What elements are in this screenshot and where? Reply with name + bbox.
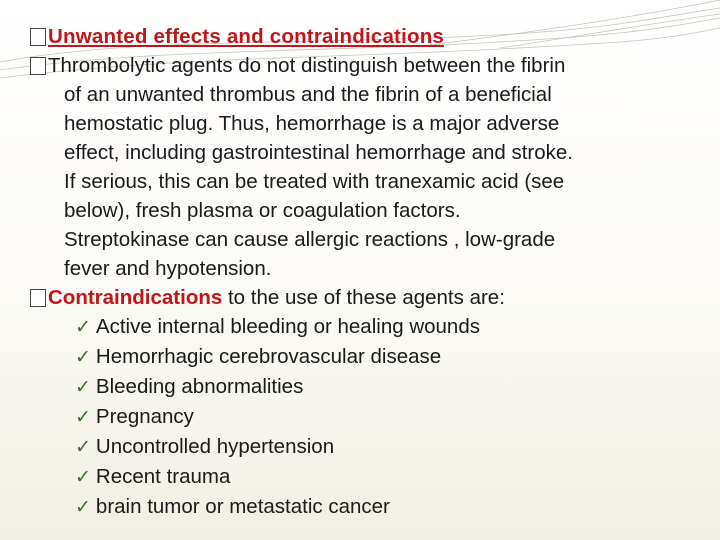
paragraph-line: Streptokinase can cause allergic reactions , low-grade	[64, 228, 556, 251]
checkmark-icon: ✓	[75, 437, 91, 458]
checkmark-icon: ✓	[75, 407, 91, 428]
contraindications-rest: to the use of these agents are:	[222, 286, 505, 309]
checkmark-icon: ✓	[75, 467, 91, 488]
checkmark-icon: ✓	[75, 317, 91, 338]
checkmark-icon: ✓	[75, 377, 91, 398]
paragraph-line: effect, including gastrointestinal hemorrhage and stroke.	[64, 141, 574, 164]
checklist-item: ✓ Uncontrolled hypertension	[75, 435, 335, 458]
bullet-box-icon	[30, 28, 46, 46]
bullet-box-icon	[30, 289, 46, 307]
paragraph-line: fever and hypotension.	[64, 257, 272, 280]
checklist-item: ✓ Recent trauma	[75, 465, 231, 488]
contraindications-intro	[30, 283, 710, 312]
checklist-item: ✓ Active internal bleeding or healing wounds	[75, 315, 480, 338]
contraindications-keyword: Contraindications	[48, 286, 223, 309]
paragraph-line: below), fresh plasma or coagulation factors.	[64, 199, 461, 222]
checklist-item: ✓ brain tumor or metastatic cancer	[75, 495, 390, 518]
checkmark-icon: ✓	[75, 497, 91, 518]
slide-heading: Unwanted effects and contraindications	[48, 25, 445, 48]
checklist-item: ✓ Hemorrhagic cerebrovascular disease	[75, 345, 442, 368]
paragraph-line: hemostatic plug. Thus, hemorrhage is a major adverse	[64, 112, 560, 135]
checklist-item: ✓ Pregnancy	[75, 405, 194, 428]
paragraph-line: of an unwanted thrombus and the fibrin of a beneficial	[64, 83, 552, 106]
checkmark-icon: ✓	[75, 347, 91, 368]
slide-content	[30, 22, 710, 522]
slide-heading-line	[30, 22, 710, 51]
checklist-item: ✓ Bleeding abnormalities	[75, 375, 304, 398]
paragraph-line: Thrombolytic agents do not distinguish between the fibrin	[30, 51, 710, 80]
paragraph-line: If serious, this can be treated with tranexamic acid (see	[64, 170, 565, 193]
bullet-box-icon	[30, 57, 46, 75]
